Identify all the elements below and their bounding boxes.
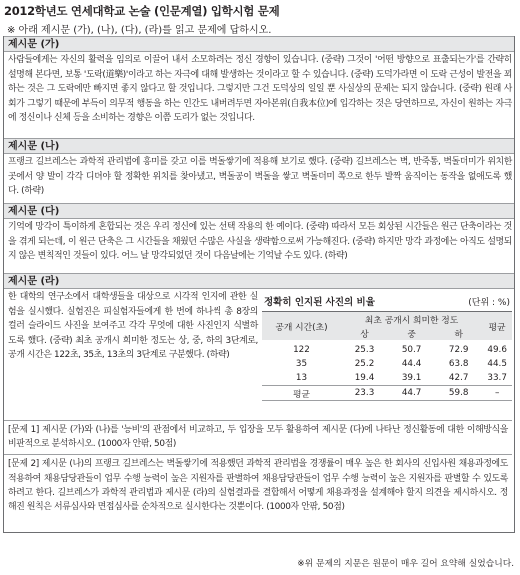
passage-ra: 한 대학의 연구소에서 대학생들을 대상으로 시각적 인지에 관한 실험을 실시했다. 실험진은 피실험자들에게 한 번에 하나씩 총 8장의 컬러 슬라이드 사진을 보여주고 각각 무엇에 대한 사진인지 식별하도록 했다. (중략) 최초 공개시 희미한 정도는 상, 중, 하의 3단계로, 공개 시간은 122초, 35초, 13초의 3단계로 구분했다. (하략) (8, 292, 258, 360)
result-table-box (262, 291, 512, 413)
row-label: 13 (295, 373, 308, 383)
table-cell: 44.7 (388, 386, 435, 401)
row-label: 122 (293, 345, 310, 355)
section-head-ra: 제시문 (라) (4, 273, 514, 289)
questions-block (4, 420, 512, 517)
table-cell: 33.7 (487, 373, 507, 383)
table-cell: 39.1 (401, 373, 422, 383)
question-2 (4, 454, 512, 517)
table-unit: (단위 : %) (468, 298, 510, 308)
question-label: [문제 1] (8, 425, 40, 435)
page-title (4, 3, 279, 19)
question-label: [문제 2] (8, 459, 39, 470)
footnote: ※위 문제의 지문은 원문이 매우 길어 요약해 실었습니다. (297, 559, 514, 569)
table-cell: 49.6 (487, 345, 507, 355)
table-cell: – (482, 386, 512, 401)
passage-na: 프랭크 길브레스는 과학적 관리법에 흥미를 갖고 이를 벽돌쌓기에 적용해 보기로 했다. (중략) 길브레스는 벽, 반죽통, 벽돌더미가 위치한 곳에서 양 발이 각각 디뎌야 할 정확한 위치를 찾아냈고, 벽돌공이 벽돌을 쌓고 벽돌더미 쪽으로 한두 발짝 움직이는 동작을 없애도록 했다. (하략) (8, 157, 512, 196)
table-cell: 19.4 (354, 373, 375, 383)
section-head-na: 제시문 (나) (4, 138, 514, 154)
table-cell: 25.2 (354, 359, 375, 369)
table-cell: 23.3 (341, 386, 388, 401)
table-cell: 63.8 (448, 359, 469, 369)
header-degree: 최초 공개시 희미한 정도 (341, 312, 482, 327)
column-header: 상 (360, 329, 369, 340)
column-header: 중 (407, 329, 416, 340)
instruction-text: ※ 아래 제시문 (가), (나), (다), (라)를 읽고 문제에 답하시오. (7, 25, 272, 36)
question-text: 제시문 (나)의 프랭크 길브레스는 벽돌쌓기에 적용했던 과학적 관리법을 경쟁률이 매우 높은 한 회사의 신입사원 채용과정에도 적용하여 채용담당관들이 업무 수행 능력이 높은 지원자를 판별하여 채용담당관들이 업무 수행 능력이 높은 지원자를 판별할 수 있도록 하려고 한다. 길브레스가 과학적 관리법과 제시문 (라)의 실험결과를 결합해서 어떻게 채용과정을 설계해야 할지 의견을 제시하시오. 정해진 원칙은 서류심사와 면접심사를 순차적으로 실시한다는 것뿐이다. (1000자 안팎, 50점) (8, 459, 508, 513)
column-header: 하 (454, 329, 463, 340)
table-row (262, 371, 512, 386)
table-cell: 50.7 (401, 345, 422, 355)
table-cell: 44.5 (487, 359, 507, 369)
passage-da: 기억에 망각이 특이하게 혼합되는 것은 우리 정신에 있는 선택 작용의 한 예이다. (중략) 따라서 모든 회상된 시간들은 원근 단축이라는 것을 겪게 되는데, 이 원근 단축은 그 시간들을 채웠던 수많은 사실을 생략함으로써 가능해진다. (중략) 하지만 망각 과정에는 아직도 설명되지 않은 변칙적인 것들이 있다. 어느 날 망각되었던 것이 다음날에는 기억날 수도 있다. (하략) (8, 222, 512, 261)
section-head-da: 제시문 (다) (4, 203, 514, 219)
table-row (262, 340, 512, 357)
result-table (262, 311, 512, 401)
header-time: 공개 시간(초) (262, 312, 341, 341)
title-text: 2012학년도 연세대학교 논술 (인문계열) 입학시험 문제 (4, 4, 280, 18)
table-cell: 42.7 (448, 373, 469, 383)
header-avg: 평균 (482, 312, 512, 341)
table-title: 정확히 인지된 사진의 비율 (264, 297, 375, 308)
table-cell: 25.3 (354, 345, 375, 355)
table-cell: 44.4 (401, 359, 422, 369)
question-text: 제시문 (가)와 (나)를 '능비'의 관점에서 비교하고, 두 입장을 모두 활용하여 제시문 (다)에 나타난 정신활동에 대한 이해방식을 비판적으로 분석하시오. (1000자 안팎, 50점) (8, 425, 508, 450)
table-cell: 72.9 (448, 345, 469, 355)
section-head-ga: 제시문 (가) (4, 36, 514, 52)
question-1 (4, 421, 512, 454)
table-avg-row (262, 386, 512, 401)
row-label: 35 (295, 359, 308, 369)
table-row (262, 357, 512, 371)
row-label: 평균 (262, 386, 341, 401)
table-cell: 59.8 (435, 386, 482, 401)
passage-ga: 사람들에게는 자신의 활력을 임의로 이끌어 내서 소모하려는 정신 경향이 있습니다. (중략) 그것이 '어떤 방향으로 표출되는가'를 간략히 설명해 본다면, 보통 '도락(道樂)'이라고 하는 자극에 대해 발생하는 것이라고 할 수 있습니다. (중략) 도덕가라면 이 도락 근성이 발전을 꾀하는 것은 그 도락에만 빠지면 좋지 않다고 할 것입니다. 그렇지만 그건 도덕상의 일일 뿐 사실상의 문제는 되지 않습니다. (중략) 원래 사회가 그렇기 때문에 부득이 의무적 행동을 하는 인간도 내버려두면 자아본위(自我本位)에 입각하는 것은 당연하므로, 자신이 원하는 자극에 정신이나 신체 등을 소비하는 경향은 이쯤 도리가 없는 것입니다. (8, 55, 512, 123)
